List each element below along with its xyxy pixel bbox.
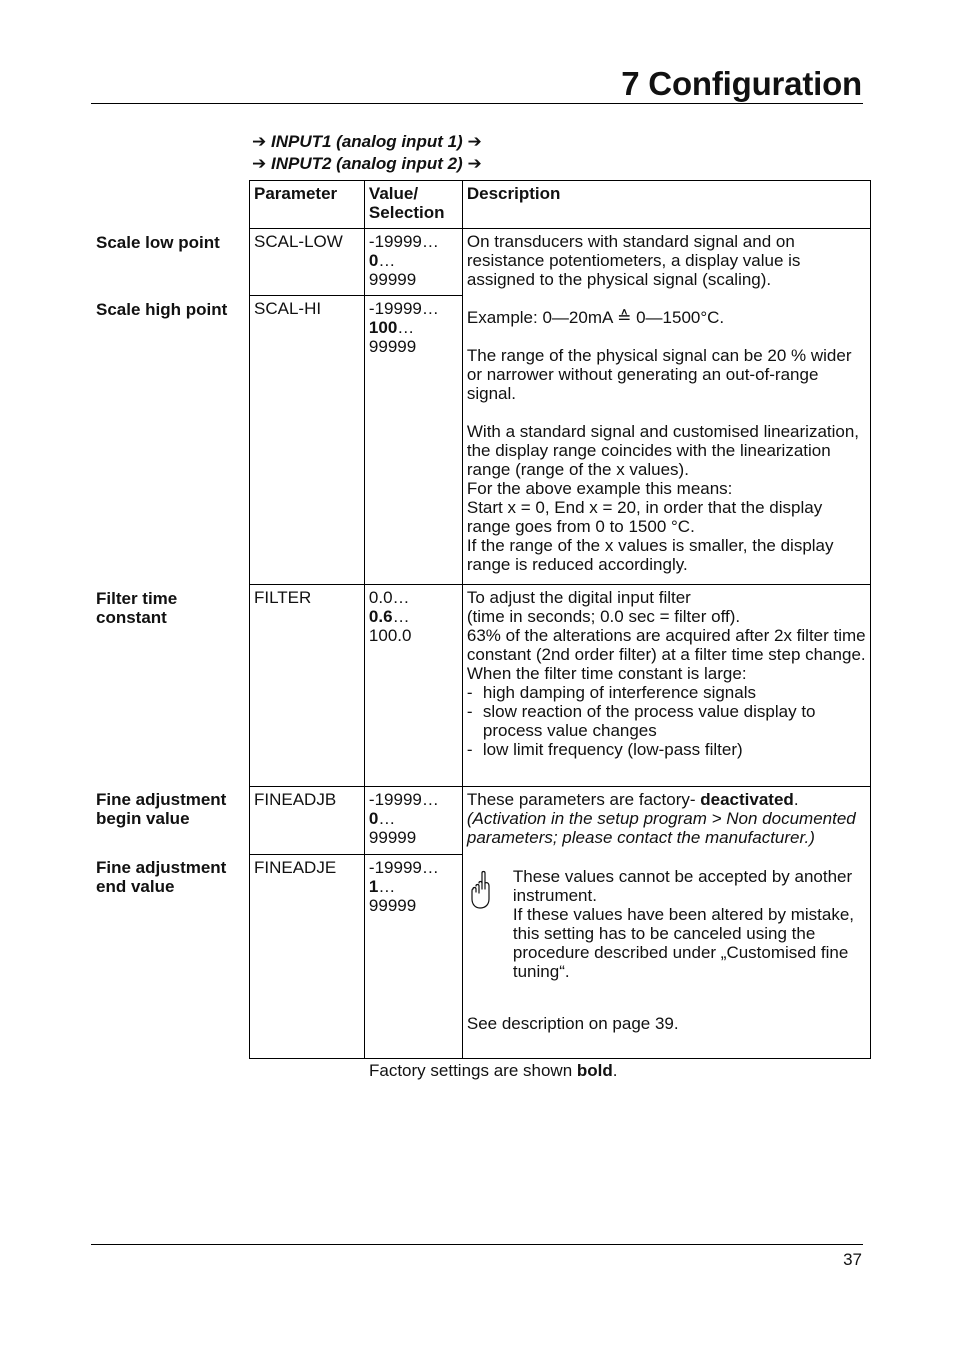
value-ellipsis: … [397,318,415,337]
description-line: (time in seconds; 0.0 sec = filter off). [466,607,741,626]
value-default: 100 [368,318,398,337]
note-line: These values cannot be accepted by another instrument. [512,867,853,905]
bullet-item [467,683,866,702]
bullet-marker: - [466,702,473,721]
header-description: Description [462,181,870,229]
header-parameter: Parameter [250,181,365,229]
header-value: Value/ Selection [364,181,462,229]
value-max: 99999 [368,896,417,915]
breadcrumb [252,131,482,175]
note-line: If these values have been altered by mistake, this setting has to be canceled using the procedure described under „Customised fine tuning“. [512,905,855,981]
bullet-item [467,702,866,740]
arrow-right-icon: ➔ [467,132,482,151]
value-min: -19999… [368,299,439,318]
description-paragraph: With a standard signal and customised linearization, the display range coincides with the linearization range (range of the x values). [466,422,860,479]
row-label-scale-high: Scale high point [96,300,228,319]
note-block [467,867,866,981]
description-filter [462,585,870,787]
value-range [364,585,462,787]
bullet-item [467,740,866,759]
table-row [250,229,871,296]
value-max: 99999 [368,828,417,847]
value-range [364,296,462,585]
description-paragraph: Start x = 0, End x = 20, in order that the display range goes from 0 to 1500 °C. [466,498,823,536]
bullet-marker: - [466,683,473,702]
value-min: 0.0… [368,588,410,607]
param-name: FILTER [250,585,365,787]
footer-rule [91,1244,863,1245]
param-name: SCAL-HI [250,296,365,585]
bullet-text: low limit frequency (low-pass filter) [482,740,743,759]
row-label-scale-low: Scale low point [96,233,220,252]
value-range [364,229,462,296]
param-name: FINEADJE [250,855,365,1059]
value-range [364,787,462,855]
intro-text: These parameters are factory- [466,790,696,809]
value-min: -19999… [368,790,439,809]
intro-end: . [793,790,799,809]
chapter-title: 7 Configuration [621,65,862,102]
description-line: 63% of the alterations are acquired after 2x filter time constant (2nd order filter) at a filter time step change. [466,626,866,664]
value-default: 1 [368,877,379,896]
description-line: When the filter time constant is large: [466,664,747,683]
description-line: To adjust the digital input filter [466,588,691,607]
value-default-line [369,877,458,896]
value-default-line [369,809,458,828]
arrow-right-icon: ➔ [252,132,267,151]
arrow-right-icon: ➔ [467,154,482,173]
breadcrumb-item: INPUT2 (analog input 2) [270,154,463,173]
description-fine-adjustment [462,787,870,1059]
value-default: 0 [368,809,379,828]
note-end: . [612,1061,618,1080]
param-name: SCAL-LOW [250,229,365,296]
value-default: 0 [368,251,379,270]
param-name: FINEADJB [250,787,365,855]
bullet-marker: - [466,740,473,759]
breadcrumb-line [252,131,482,153]
note-text: Factory settings are shown [369,1061,577,1080]
value-min: -19999… [368,858,439,877]
value-min: -19999… [368,232,439,251]
value-default: 0.6 [368,607,393,626]
row-label-fine-end: Fine adjustment end value [96,858,227,896]
description-paragraph: For the above example this means: [466,479,733,498]
description-intro [467,790,866,809]
description-paragraph: Example: 0—20mA ≙ 0—1500°C. [466,308,725,327]
value-default-line [369,607,458,626]
value-default-line [369,318,458,337]
table-row [250,585,871,787]
value-max: 100.0 [368,626,412,645]
bullet-text: high damping of interference signals [482,683,756,702]
row-label-fine-begin: Fine adjustment begin value [96,790,227,828]
arrow-right-icon: ➔ [252,154,267,173]
pointing-hand-icon [469,869,495,913]
value-ellipsis: … [392,607,410,626]
value-ellipsis: … [378,251,396,270]
table-header-row [250,181,871,229]
breadcrumb-item: INPUT1 (analog input 1) [270,132,463,151]
value-max: 99999 [368,337,417,356]
description-italic: (Activation in the setup program > Non documented parameters; please contact the manufacturer.) [466,809,856,847]
page-number: 37 [843,1250,862,1269]
row-label-filter: Filter time constant [96,589,178,627]
table-row [250,787,871,855]
factory-settings-note [369,1061,618,1080]
value-ellipsis: … [378,877,396,896]
intro-bold: deactivated [700,790,794,809]
value-default-line [369,251,458,270]
header-rule [91,103,863,104]
note-bold: bold [576,1061,613,1080]
value-max: 99999 [368,270,417,289]
page-reference: See description on page 39. [466,1014,679,1033]
bullet-text: slow reaction of the process value display to process value changes [482,702,816,740]
description-scaling [462,229,870,585]
description-paragraph: If the range of the x values is smaller, the display range is reduced accordingly. [466,536,834,574]
description-paragraph: On transducers with standard signal and on resistance potentiometers, a display value is assigned to the physical signal (scaling). [466,232,801,289]
breadcrumb-line [252,153,482,175]
parameter-table [249,180,871,1059]
value-range [364,855,462,1059]
value-ellipsis: … [378,809,396,828]
description-paragraph: The range of the physical signal can be 20 % wider or narrower without generating an out-of-range signal. [466,346,852,403]
